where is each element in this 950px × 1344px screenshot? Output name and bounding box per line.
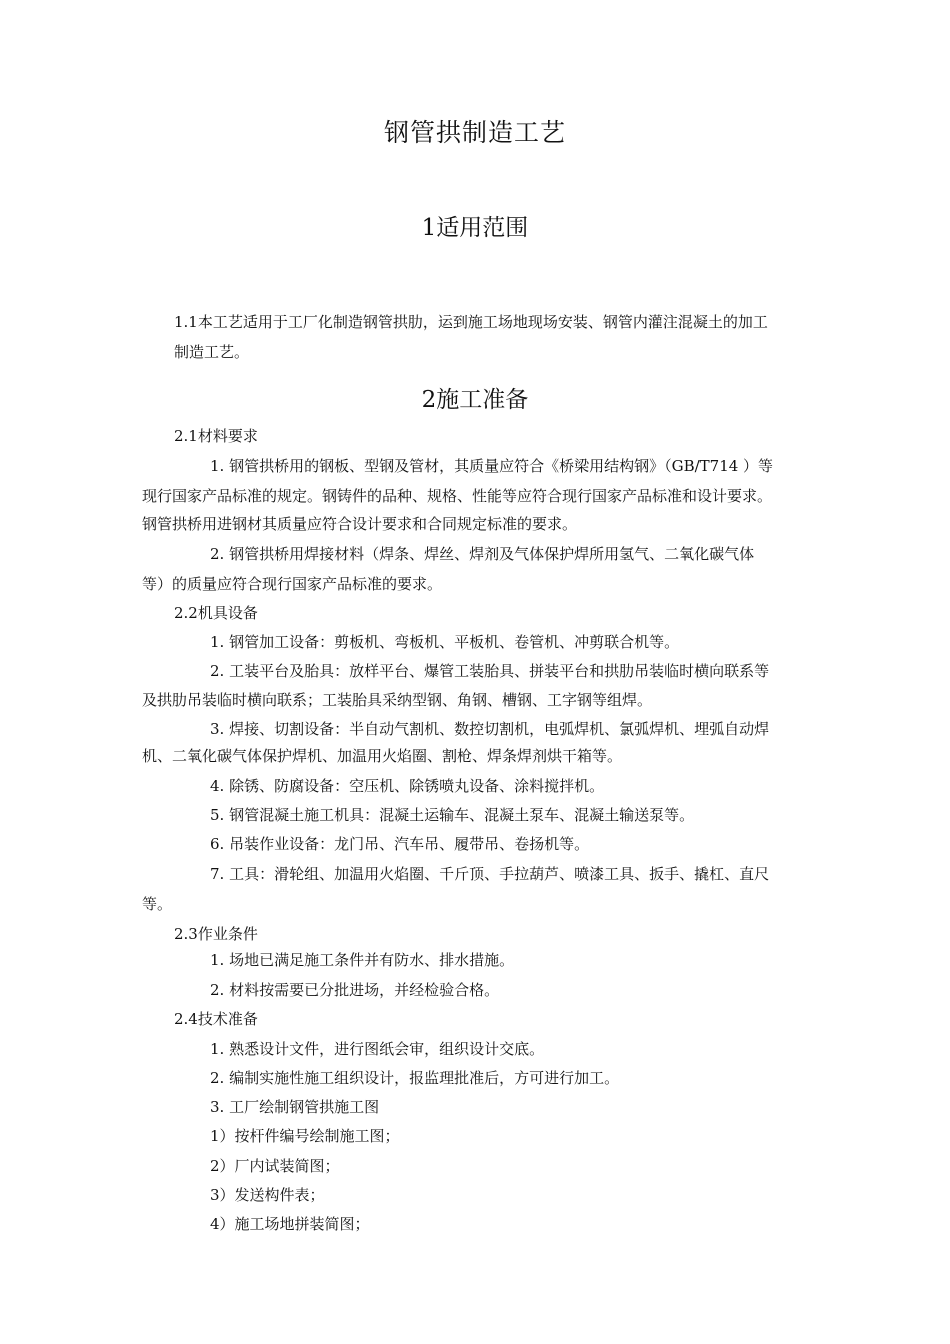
list-item: 4）施工场地拼装简图； [210,1215,370,1233]
subsection-heading: 2.4技术准备 [174,1010,258,1028]
list-item: 1. 钢管加工设备：剪板机、弯板机、平板机、卷管机、冲剪联合机等。 [210,633,680,651]
section-heading-scope: 1适用范围 [421,215,529,241]
list-item: 6. 吊装作业设备：龙门吊、汽车吊、履带吊、卷扬机等。 [210,835,590,853]
list-item: 1. 钢管拱桥用的钢板、型钢及管材，其质量应符合《桥梁用结构钢》（GB/T714 ）等 [210,457,774,475]
section-heading-preparation: 2施工准备 [421,387,529,413]
list-item: 5. 钢管混凝土施工机具：混凝土运输车、混凝土泵车、混凝土输送泵等。 [210,806,695,824]
list-item: 3. 焊接、切割设备：半自动气割机、数控切割机，电弧焊机、氯弧焊机、埋弧自动焊 [210,720,770,738]
list-item: 1. 熟悉设计文件，进行图纸会审，组织设计交底。 [210,1040,545,1058]
document-title: 钢管拱制造工艺 [383,118,566,147]
list-item: 3. 工厂绘制钢管拱施工图 [210,1098,380,1116]
paragraph-line: 现行国家产品标准的规定。钢铸件的品种、规格、性能等应符合现行国家产品标准和设计要求。 [142,487,773,505]
list-item: 1. 场地已满足施工条件并有防水、排水措施。 [210,951,515,969]
list-item: 2. 编制实施性施工组织设计，报监理批准后，方可进行加工。 [210,1069,620,1087]
paragraph-line: 等）的质量应符合现行国家产品标准的要求。 [142,575,443,593]
list-item: 2. 钢管拱桥用焊接材料（焊条、焊丝、焊剂及气体保护焊所用氢气、二氧化碳气体 [210,545,755,563]
paragraph-line: 等。 [142,895,173,913]
list-item: 3）发送构件表； [210,1186,325,1204]
list-item: 2）厂内试装简图； [210,1157,340,1175]
subsection-heading: 2.2机具设备 [174,604,258,622]
paragraph-line: 及拱肋吊装临时横向联系；工装胎具采纳型钢、角钢、槽钢、工字钢等组焊。 [142,691,653,709]
paragraph-line: 机、二氧化碳气体保护焊机、加温用火焰圈、割枪、焊条焊剂烘干箱等。 [142,747,623,765]
paragraph-line: 1.1本工艺适用于工厂化制造钢管拱肋，运到施工场地现场安装、钢管内灌注混凝土的加工 [174,313,768,331]
list-item: 7. 工具：滑轮组、加温用火焰圈、千斤顶、手拉葫芦、喷漆工具、扳手、撬杠、直尺 [210,865,770,883]
list-item: 1）按杆件编号绘制施工图； [210,1127,400,1145]
subsection-heading: 2.1材料要求 [174,427,258,445]
list-item: 4. 除锈、防腐设备：空压机、除锈喷丸设备、涂料搅拌机。 [210,777,605,795]
list-item: 2. 工装平台及胎具：放样平台、爆管工装胎具、拼装平台和拱肋吊装临时横向联系等 [210,662,770,680]
paragraph-line: 钢管拱桥用进钢材其质量应符合设计要求和合同规定标准的要求。 [142,515,578,533]
list-item: 2. 材料按需要已分批进场，并经检验合格。 [210,981,500,999]
subsection-heading: 2.3作业条件 [174,925,258,943]
paragraph-line: 制造工艺。 [174,343,250,361]
